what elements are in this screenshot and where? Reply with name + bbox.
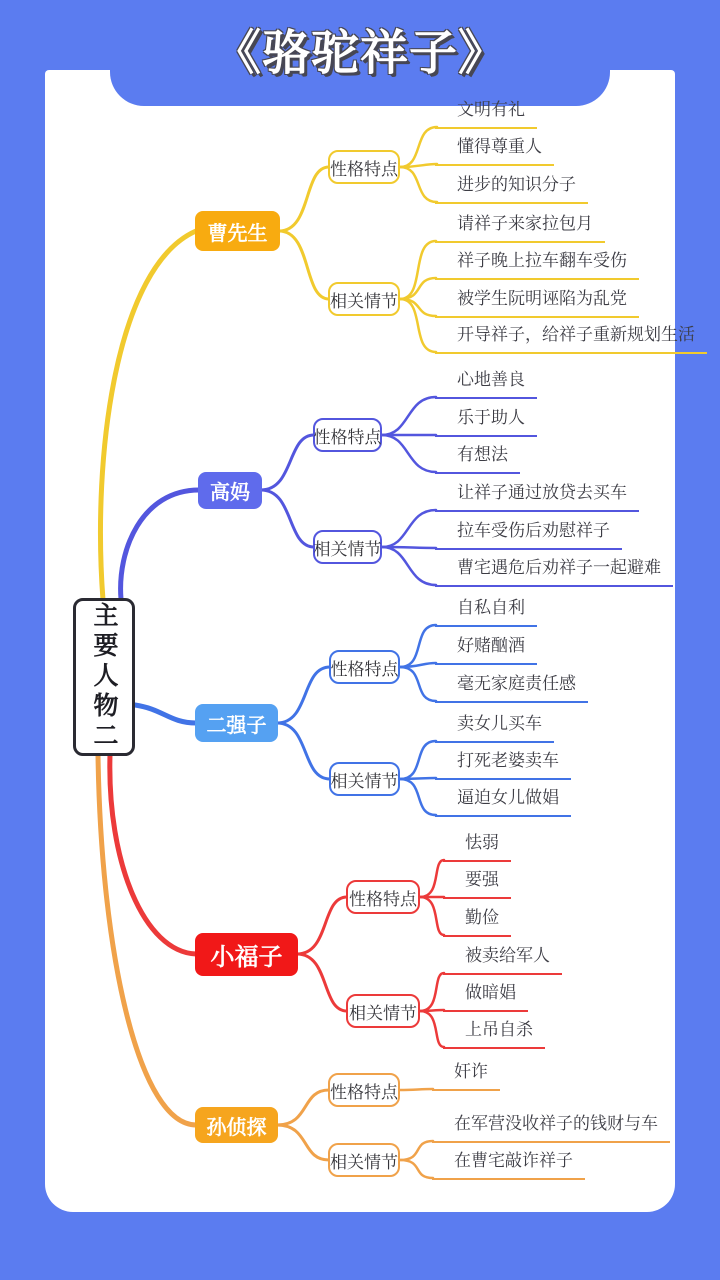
leaf-topic[interactable]: 自私自利 [435,597,537,627]
connector-branch-sub [277,723,330,779]
leaf-topic[interactable]: 打死老婆卖车 [435,750,571,780]
leaf-topic[interactable]: 好赌酗酒 [435,635,537,665]
branch-node-erqiangzi[interactable]: 二强子 [195,704,278,742]
connector-root-xiao [110,755,196,954]
sub-node-traits[interactable]: 性格特点 [313,418,382,452]
leaf-topic[interactable]: 毫无家庭责任感 [435,673,588,703]
connector-sub-leaf [400,167,437,202]
leaf-topic[interactable]: 请祥子来家拉包月 [435,213,605,243]
leaf-topic[interactable]: 心地善良 [435,369,537,399]
connector-sub-leaf [400,1089,433,1090]
branch-node-gaoma[interactable]: 高妈 [198,472,262,509]
leaf-topic[interactable]: 让祥子通过放贷去买车 [435,482,639,512]
root-node[interactable]: 主要人物二 [73,598,135,756]
page-title: 《骆驼祥子》 [212,27,507,80]
connector-sub-leaf [382,510,436,547]
connector-branch-sub [277,1090,329,1125]
connector-branch-sub [279,231,329,299]
leaf-topic[interactable]: 拉车受伤后劝慰祥子 [435,520,622,550]
connector-sub-leaf [400,278,436,299]
leaf-topic[interactable]: 逼迫女儿做娼 [435,787,571,817]
sub-node-plots[interactable]: 相关情节 [329,762,400,796]
connector-sub-leaf [400,1160,433,1178]
connector-sub-leaf [382,547,436,585]
leaf-topic[interactable]: 懂得尊重人 [435,136,554,166]
sub-node-traits[interactable]: 性格特点 [329,650,400,684]
connector-branch-sub [261,435,314,490]
connector-branch-sub [261,490,314,547]
connector-root-cao [100,231,196,600]
connector-sub-leaf [420,897,444,935]
branch-node-sunzhentan[interactable]: 孙侦探 [195,1107,278,1143]
connector-branch-sub [277,1125,329,1160]
connector-sub-leaf [400,1141,433,1160]
leaf-topic[interactable]: 曹宅遇危后劝祥子一起避难 [435,557,673,587]
leaf-topic[interactable]: 乐于助人 [435,407,537,437]
leaf-topic[interactable]: 在曹宅敲诈祥子 [432,1150,585,1180]
leaf-topic[interactable]: 怯弱 [443,832,511,862]
leaf-topic[interactable]: 开导祥子，给祥子重新规划生活 [435,324,707,354]
connector-sub-leaf [400,779,436,815]
leaf-topic[interactable]: 有想法 [435,444,520,474]
sub-node-traits[interactable]: 性格特点 [328,1073,400,1107]
connector-sub-leaf [420,973,444,1011]
connector-branch-sub [297,897,347,954]
branch-node-xiaofuzi[interactable]: 小福子 [195,933,298,976]
sub-node-traits[interactable]: 性格特点 [346,880,420,914]
connector-sub-leaf [382,397,436,435]
connector-root-er [135,705,196,723]
connector-sub-leaf [420,860,444,897]
connector-branch-sub [279,167,329,231]
connector-branch-sub [277,667,330,723]
sub-node-traits[interactable]: 性格特点 [328,150,400,184]
leaf-topic[interactable]: 勤俭 [443,907,511,937]
connector-sub-leaf [400,299,436,316]
leaf-topic[interactable]: 做暗娼 [443,982,528,1012]
connector-root-gao [121,490,199,599]
sub-node-plots[interactable]: 相关情节 [313,530,382,564]
leaf-topic[interactable]: 进步的知识分子 [435,174,588,204]
connector-sub-leaf [400,127,437,167]
leaf-topic[interactable]: 文明有礼 [435,99,537,129]
leaf-topic[interactable]: 被卖给军人 [443,945,562,975]
leaf-topic[interactable]: 被学生阮明诬陷为乱党 [435,288,639,318]
leaf-topic[interactable]: 祥子晚上拉车翻车受伤 [435,250,639,280]
leaf-topic[interactable]: 上吊自杀 [443,1019,545,1049]
connector-sub-leaf [400,741,436,779]
leaf-topic[interactable]: 要强 [443,869,511,899]
branch-node-caoxiansheng[interactable]: 曹先生 [195,211,280,251]
sub-node-plots[interactable]: 相关情节 [328,1143,400,1177]
connector-sub-leaf [400,667,436,701]
sub-node-plots[interactable]: 相关情节 [346,994,420,1028]
connector-sub-leaf [382,435,436,472]
sub-node-plots[interactable]: 相关情节 [328,282,400,316]
connector-branch-sub [297,954,347,1011]
connector-sub-leaf [400,625,436,667]
connector-sub-leaf [420,1011,444,1047]
leaf-topic[interactable]: 卖女儿买车 [435,713,554,743]
leaf-topic[interactable]: 奸诈 [432,1061,500,1091]
leaf-topic[interactable]: 在军营没收祥子的钱财与车 [432,1113,670,1143]
